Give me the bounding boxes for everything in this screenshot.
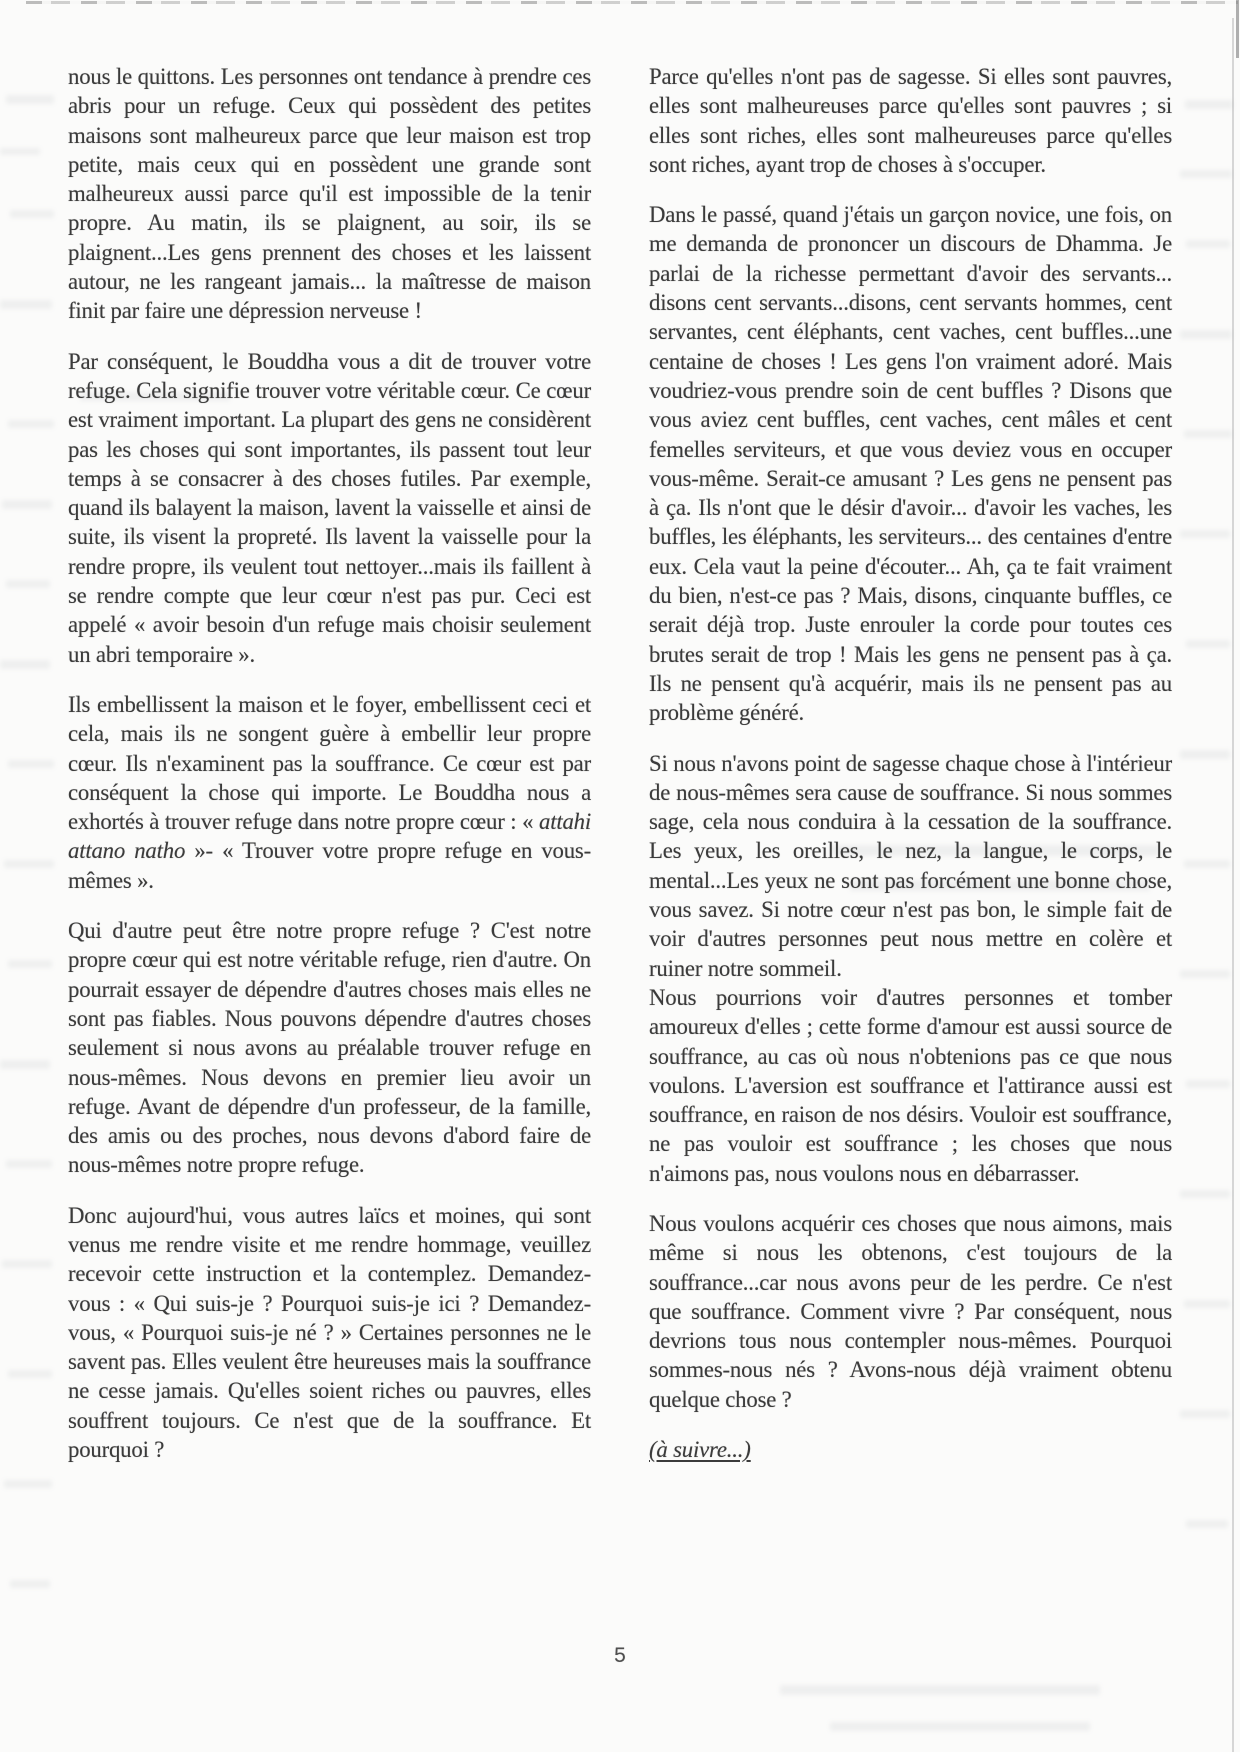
scan-artifact	[1184, 860, 1230, 868]
scan-artifact	[1185, 100, 1233, 109]
scan-artifact	[6, 1160, 52, 1168]
continuation-note	[649, 1435, 1172, 1464]
scan-artifact	[830, 1722, 1090, 1731]
scan-artifact	[8, 1370, 52, 1378]
scan-artifact	[1180, 170, 1232, 178]
scan-artifact	[10, 1580, 50, 1588]
scan-artifact	[1180, 330, 1232, 339]
scan-artifact	[1180, 1410, 1230, 1418]
scan-artifact	[0, 300, 52, 309]
scan-artifact	[8, 960, 52, 968]
paragraph: Si nous n'avons point de sagesse chaque chose à l'intérieur de nous-mêmes sera cause de souffrance. Si nous sommes sage, cela nous conduira à la cessation de la souffrance. Les yeux, les oreilles, le nez, la langue, le corps, le mental...Les yeux ne sont pas forcément une bonne chose, vous savez. Si notre cœur n'est pas bon, le simple fait de voir d'autres personnes peut nous mettre en colère et ruiner notre sommeil.	[649, 750, 1172, 981]
scan-artifact	[1180, 1190, 1230, 1198]
scan-artifact	[1180, 530, 1230, 538]
scan-corner-artifact	[1236, 0, 1239, 58]
scan-artifact	[1180, 750, 1230, 759]
scan-artifact	[1186, 1080, 1230, 1088]
scan-artifact	[4, 860, 54, 868]
paragraph: Parce qu'elles n'ont pas de sagesse. Si elles sont pauvres, elles sont malheureuses parce qu'elles sont pauvres ; si elles sont riches, elles sont malheureuses parce qu'elles sont riches, ayant trop de choses à s'occuper.	[649, 64, 1172, 177]
paragraph: Nous pourrions voir d'autres personnes et tomber amoureux d'elles ; cette forme d'amour est aussi source de souffrance, au cas où nous n'obtenions pas ce que nous voulons. L'aversion est souffrance et l'attirance aussi est souffrance, en raison de nos désirs. Vouloir est souffrance, ne pas vouloir est souffrance ; les choses que nous n'aimons pas, nous voulons nous en débarrasser.	[649, 984, 1172, 1186]
paragraph-text: »- « Trouver votre propre refuge en vous-mêmes ».	[68, 838, 591, 893]
scan-artifact	[6, 95, 54, 104]
text-columns	[68, 62, 1172, 1485]
scan-artifact	[1186, 240, 1230, 248]
paragraph: Nous voulons acquérir ces choses que nous aimons, mais même si nous les obtenons, c'est toujours de la souffrance...car nous avons peur de les perdre. Ce n'est que souffrance. Comment vivre ? Par conséquent, nous devrions tous nous contempler nous-mêmes. Pourquoi sommes-nous nés ? Avons-nous déjà vraiment obtenu quelque chose ?	[649, 1210, 1172, 1412]
pali-phrase: attahi attano natho	[68, 809, 591, 864]
continuation-label: (à suivre...)	[649, 1437, 751, 1463]
scan-artifact	[1184, 430, 1232, 438]
paragraph-text: Ils embellissent la maison et le foyer, embellissent ceci et cela, mais ils ne songent guère à embellir leur propre cœur. Ils n'examinent pas la souffrance. Ce cœur est par conséquent la chose qui importe. Le Bouddha nous a exhortés à trouver refuge dans notre propre cœur : «	[68, 691, 591, 835]
scan-artifact	[1186, 640, 1230, 648]
scan-artifact	[1180, 970, 1230, 978]
paragraph: Par conséquent, le Bouddha vous a dit de trouver votre refuge. Cela signifie trouver votre véritable cœur. Ce cœur est vraiment important. La plupart des gens ne considèrent pas les choses qui sont importantes, ils passent tout leur temps à se consacrer à des choses futiles. Par exemple, quand ils balayent la maison, lavent la vaisselle et ainsi de suite, ils visent la propreté. Ils lavent la vaisselle pour la rendre propre, ils veulent tout nettoyer...mais ils faillent à se rendre compte que leur cœur n'est pas pur. Ceci est appelé « avoir besoin d'un refuge mais choisir seulement un abri temporaire ».	[68, 348, 591, 667]
scan-artifact	[2, 1260, 52, 1268]
paragraph: Dans le passé, quand j'étais un garçon novice, une fois, on me demanda de prononcer un discours de Dhamma. Je parlai de la richesse permettant d'avoir des servants... disons cent servants...disons, cent servants hommes, cent servantes, cent éléphants, cent vaches, cent buffles...une centaine de choses ! Les gens l'on vraiment adoré. Mais voudriez-vous prendre soin de cent buffles ? Disons que vous aviez cent buffles, cent vaches, cent mâles et cent femelles serviteurs, et que vous deviez vous en occuper vous-même. Serait-ce amusant ? Les gens ne pensent pas à ça. Ils n'ont que le désir d'avoir... d'avoir les vaches, les buffles, les éléphants, les serviteurs... des centaines d'entre eux. Cela vaut la peine d'écouter... Ah, ça te fait vraiment du bien, n'est-ce pas ? Mais, disons, cinquante buffles, ce serait déjà trop. Juste enrouler la corde pour toutes ces brutes serait de trop ! Mais les gens ne pensent pas à ça. Ils ne pensent qu'à acquérir, mais ils ne pensent pas au problème généré.	[649, 202, 1172, 726]
paragraph	[68, 690, 591, 895]
scan-artifact	[0, 1060, 50, 1069]
page-edge-line	[1232, 18, 1234, 1752]
scan-artifact	[0, 660, 50, 669]
paragraph: Qui d'autre peut être notre propre refuge ? C'est notre propre cœur qui est notre véritable refuge, rien d'autre. On pourrait essayer de dépendre d'autres choses mais elles ne sont pas fiables. Nous pouvons dépendre d'autres choses seulement si nous avons au préalable trouver refuge en nous-mêmes. Nous devons en premier lieu avoir un refuge. Avant de dépendre d'un professeur, de la famille, des amis ou des proches, nous devons d'abord faire de nous-mêmes notre propre refuge.	[68, 918, 591, 1178]
scan-artifact	[8, 420, 54, 428]
scan-artifact	[10, 210, 54, 218]
scan-artifact	[8, 760, 54, 768]
page-number: 5	[614, 1644, 626, 1667]
scan-artifact	[6, 580, 50, 588]
scan-artifact	[4, 1480, 52, 1488]
scan-artifact	[780, 1685, 1100, 1695]
scan-artifact	[0, 148, 40, 155]
right-column	[649, 62, 1172, 1485]
scan-edge-artifact	[26, 1, 1238, 4]
paragraph: nous le quittons. Les personnes ont tendance à prendre ces abris pour un refuge. Ceux qui possèdent des petites maisons sont malheureux parce que leur maison est trop petite, mais ceux qui en possèdent une grande sont malheureux aussi parce qu'il est impossible de la tenir propre. Au matin, ils se plaignent, au soir, ils se plaignent...Les gens prennent des choses et les laissent autour, ne les rangeant jamais... la maîtresse de maison finit par faire une dépression nerveuse !	[68, 64, 591, 324]
scan-artifact	[2, 500, 52, 509]
scan-artifact	[1186, 1520, 1228, 1528]
paragraph: Donc aujourd'hui, vous autres laïcs et moines, qui sont venus me rendre visite et me rendre hommage, veuillez recevoir cette instruction et la contemplez. Demandez-vous : « Qui suis-je ? Pourquoi suis-je ici ? Demandez-vous, « Pourquoi suis-je né ? » Certaines personnes ne le savent pas. Elles veulent être heureuses mais la souffrance ne cesse jamais. Qu'elles soient riches ou pauvres, elles souffrent toujours. Ce n'est que de la souffrance. Et pourquoi ?	[68, 1202, 591, 1463]
scan-artifact	[1184, 1300, 1230, 1308]
left-column	[68, 62, 591, 1485]
